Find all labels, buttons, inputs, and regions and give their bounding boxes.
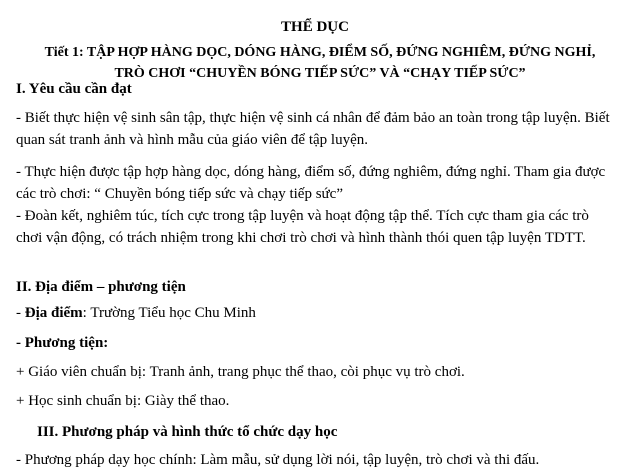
section-1-paragraph: - Biết thực hiện vệ sinh sân tập, thực hiện vệ sinh cá nhân để đảm bảo an toàn trong tập luyện. Biết quan sát tranh ảnh và hình mẫu của giáo viên để tập luyện. <box>16 110 610 148</box>
teacher-prep-line: + Giáo viên chuẩn bị: Tranh ảnh, trang phục thể thao, còi phục vụ trò chơi. <box>16 364 465 380</box>
student-prep-line: + Học sinh chuẩn bị: Giày thể thao. <box>16 393 230 409</box>
location-dash: - <box>16 305 25 321</box>
section-1-paragraph: - Đoàn kết, nghiêm túc, tích cực trong tập luyện và hoạt động tập thể. Tích cực tham gia các trò chơi vận động, có trách nhiệm trong khi chơi trò chơi và hình thành thói quen tập luyện TDTT. <box>16 208 589 246</box>
section-1-heading: I. Yêu cầu cần đạt <box>16 81 132 97</box>
section-1-paragraph: - Thực hiện được tập hợp hàng dọc, dóng hàng, điểm số, đứng nghiêm, đứng nghỉ. Tham gia được các trò chơi: “ Chuyền bóng tiếp sức và chạy tiếp sức” <box>16 164 606 202</box>
location-value: : Trường Tiểu học Chu Minh <box>82 305 256 321</box>
location-line <box>16 304 256 322</box>
equipment-heading: - Phương tiện: <box>16 335 109 351</box>
lesson-subtitle: Tiết 1: TẬP HỢP HÀNG DỌC, DÓNG HÀNG, ĐIỂM SỐ, ĐỨNG NGHIÊM, ĐỨNG NGHỈ, TRÒ CHƠI “CHUYỀN BÓNG TIẾP SỨC” VÀ “CHẠY TIẾP SỨC” <box>44 45 596 81</box>
document-title: THỂ DỤC <box>281 19 349 35</box>
location-label: Địa điểm <box>24 305 83 321</box>
section-3-heading: III. Phương pháp và hình thức tổ chức dạy học <box>37 424 338 440</box>
method-line: - Phương pháp dạy học chính: Làm mẫu, sử dụng lời nói, tập luyện, trò chơi và thi đấu. <box>16 452 540 468</box>
section-2-heading: II. Địa điểm – phương tiện <box>16 279 186 295</box>
